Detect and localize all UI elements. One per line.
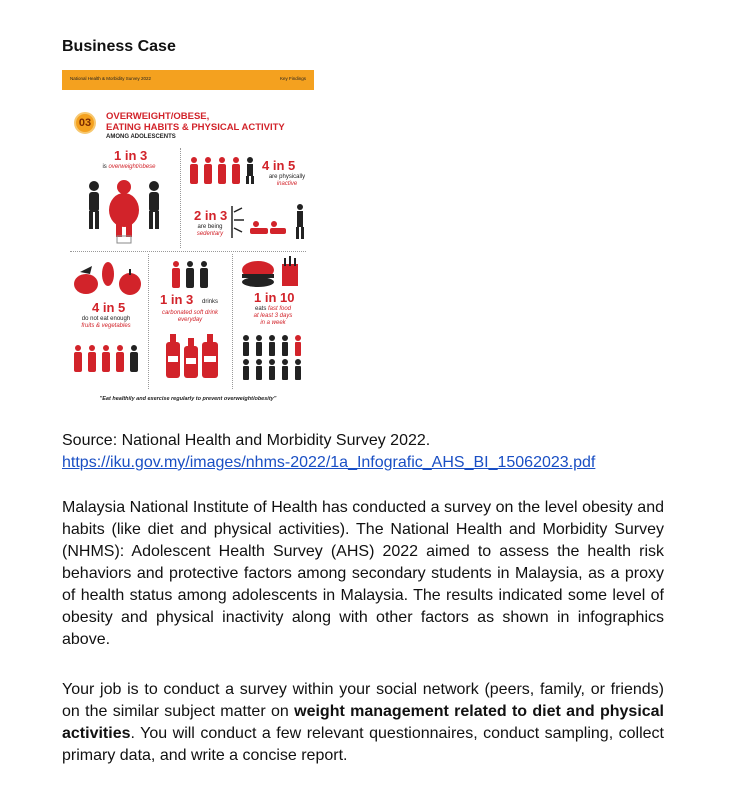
label-fruits-a: do not eat enough xyxy=(81,316,131,322)
divider xyxy=(148,254,149,389)
label-fastfood-b: fast food xyxy=(268,306,292,312)
banner-right-text: Key Findings xyxy=(279,76,306,81)
fruits-vegetables-icon xyxy=(72,260,144,298)
inactive-people-icon xyxy=(188,156,260,186)
divider xyxy=(180,148,181,248)
label-soda-c: everyday xyxy=(177,317,203,323)
label-inactive-a: are physically xyxy=(268,174,306,180)
banner-left-text: National Health & Morbidity Survey 2022 xyxy=(70,76,152,81)
label-fastfood-c: at least 3 days xyxy=(253,313,293,319)
stat-fruits: 4 in 5 xyxy=(92,300,126,315)
sedentary-icon xyxy=(230,202,310,242)
paragraph-task xyxy=(62,679,664,767)
fruits-people-icon xyxy=(72,344,144,374)
obese-people-icon xyxy=(84,178,164,244)
stat-soda: 1 in 3 xyxy=(160,292,194,307)
infographic-subtitle: AMONG ADOLESCENTS xyxy=(106,134,176,140)
task-text-start: Your job is to conduct a survey within your social network (peers, family, or friends) on the similar subject matter on xyxy=(62,681,664,720)
task-text-bold: weight management related to diet and physical activities xyxy=(62,703,665,742)
label-obese-a: is xyxy=(102,164,107,170)
label-soda-b: carbonated soft drink xyxy=(161,310,219,316)
section-number: 03 xyxy=(74,112,96,134)
infographic xyxy=(62,70,314,410)
label-fastfood-d: in a week xyxy=(260,320,286,326)
soda-people-icon xyxy=(168,260,214,290)
label-fruits xyxy=(66,316,146,330)
label-soda xyxy=(150,310,230,324)
label-fastfood xyxy=(238,306,308,327)
source-link[interactable]: https://iku.gov.my/images/nhms-2022/1a_Infografic_AHS_BI_15062023.pdf xyxy=(62,454,596,471)
fast-food-icon xyxy=(238,256,306,290)
label-obese xyxy=(84,164,174,171)
label-inactive-b: inactive xyxy=(276,181,298,187)
page-heading: Business Case xyxy=(62,38,176,55)
paragraph-intro: Malaysia National Institute of Health has conducted a survey on the level obesity and habits (like diet and physical activities). The National Health and Morbidity Survey (NHMS): Adolescent Health Survey (AHS) 2022 aimed to assess the health risk behaviors and protective factors among secondary students in Malaysia, as a proxy of health status among adolescents in Malaysia. The results indicated some level of obesity and physical inactivity along with other factors as shown in infographics above. xyxy=(62,499,664,648)
label-fruits-b: fruits & vegetables xyxy=(81,323,131,329)
label-sedentary-b: sedentary xyxy=(196,231,224,237)
source-citation xyxy=(62,430,595,474)
label-obese-b: overweight/obese xyxy=(108,164,156,170)
infographic-quote: "Eat healthily and exercise regularly to prevent overweight/obesity" xyxy=(99,396,277,402)
label-fastfood-a: eats xyxy=(254,306,267,312)
fast-food-people-icon xyxy=(240,334,308,382)
stat-obese: 1 in 3 xyxy=(114,148,148,163)
stat-inactive: 4 in 5 xyxy=(262,158,296,173)
infographic-banner xyxy=(62,70,314,90)
stat-fastfood: 1 in 10 xyxy=(254,290,295,305)
task-text-end: . You will conduct a few relevant questionnaires, conduct sampling, collect primary data, and write a concise report. xyxy=(62,725,664,764)
title-line-1: OVERWEIGHT/OBESE, xyxy=(106,111,210,122)
divider xyxy=(70,251,306,252)
label-soda-a: drinks xyxy=(202,299,219,305)
label-inactive xyxy=(262,174,312,188)
label-sedentary xyxy=(190,224,230,238)
stat-sedentary: 2 in 3 xyxy=(194,208,228,223)
label-sedentary-a: are being xyxy=(197,224,223,230)
divider xyxy=(232,254,233,389)
soda-bottles-icon xyxy=(162,332,224,380)
title-line-2: EATING HABITS & PHYSICAL ACTIVITY xyxy=(106,122,285,133)
source-label: Source: National Health and Morbidity Survey 2022. xyxy=(62,432,431,449)
infographic-title xyxy=(106,111,285,133)
